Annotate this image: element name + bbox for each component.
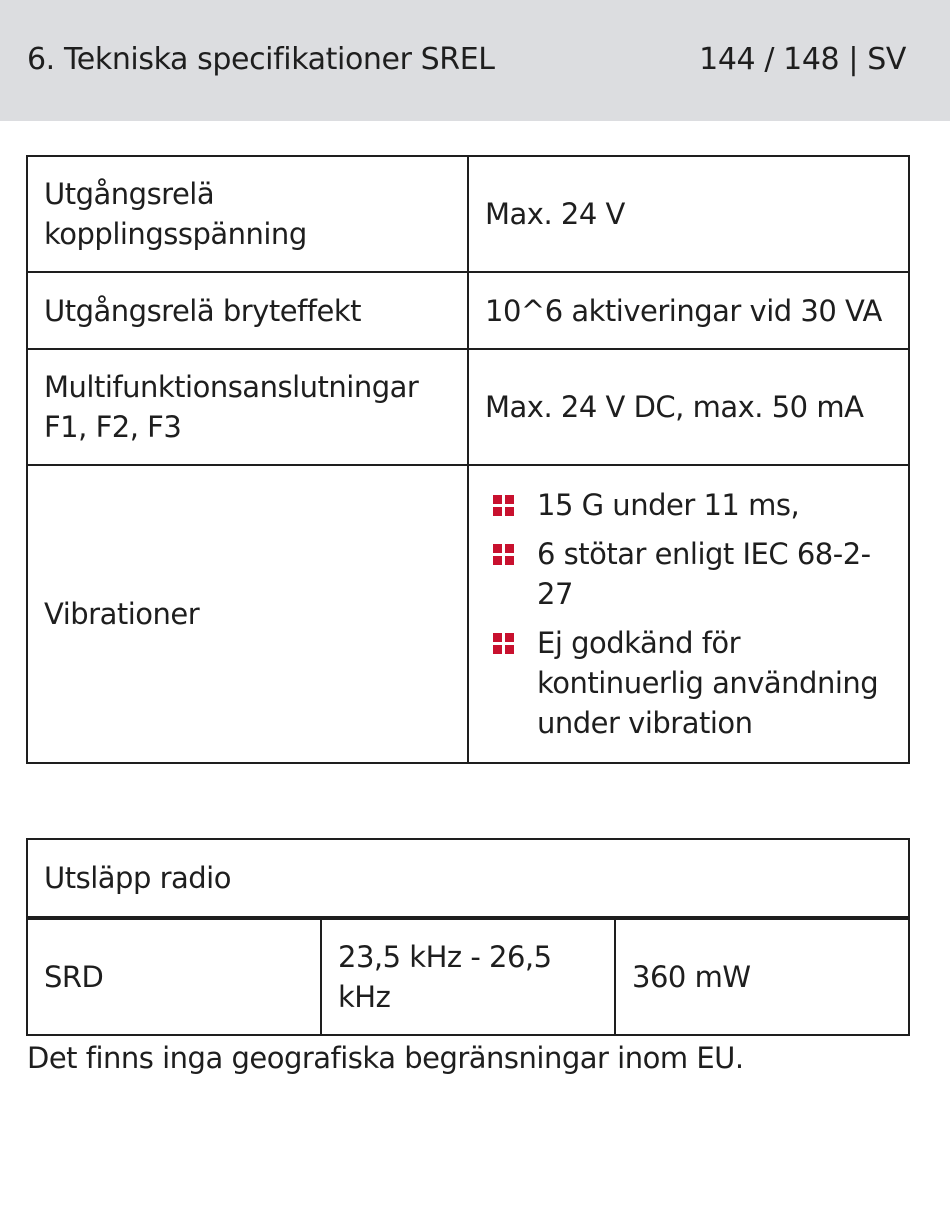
spec-value: Max. 24 V (468, 156, 909, 272)
spec-table (26, 155, 910, 764)
red-four-square-bullet-icon (493, 544, 514, 565)
spec-value: Max. 24 V DC, max. 50 mA (468, 349, 909, 465)
table-row (27, 156, 909, 272)
section-title: 6. Tekniska specifikationer SREL (27, 42, 495, 77)
spec-value (468, 465, 909, 763)
radio-emission-table (26, 838, 910, 1036)
spec-label: Utgångsrelä kopplingsspänning (27, 156, 468, 272)
radio-power-cell: 360 mW (615, 918, 909, 1035)
spec-value: 10^6 aktiveringar vid 30 VA (468, 272, 909, 349)
list-item: 15 G under 11 ms, (485, 485, 892, 525)
table-row (27, 465, 909, 763)
radio-table-header: Utsläpp radio (27, 839, 909, 918)
table-row (27, 349, 909, 465)
page-indicator: 144 / 148 | SV (699, 42, 906, 77)
list-item: Ej godkänd för kontinuerlig användning under vibration (485, 623, 892, 743)
footnote: Det finns inga geografiska begränsningar inom EU. (27, 1041, 744, 1075)
table-row (27, 272, 909, 349)
spec-label: Utgångsrelä bryteffekt (27, 272, 468, 349)
table-header-row (27, 839, 909, 918)
vibration-bullet-list (485, 485, 892, 743)
page-header (0, 0, 950, 121)
table-row (27, 918, 909, 1035)
spec-label: Vibrationer (27, 465, 468, 763)
red-four-square-bullet-icon (493, 633, 514, 654)
radio-frequency-cell: 23,5 kHz - 26,5 kHz (321, 918, 615, 1035)
radio-type-cell: SRD (27, 918, 321, 1035)
red-four-square-bullet-icon (493, 495, 514, 516)
list-item: 6 stötar enligt IEC 68-2-27 (485, 534, 892, 614)
spec-label: Multifunktionsanslutningar F1, F2, F3 (27, 349, 468, 465)
